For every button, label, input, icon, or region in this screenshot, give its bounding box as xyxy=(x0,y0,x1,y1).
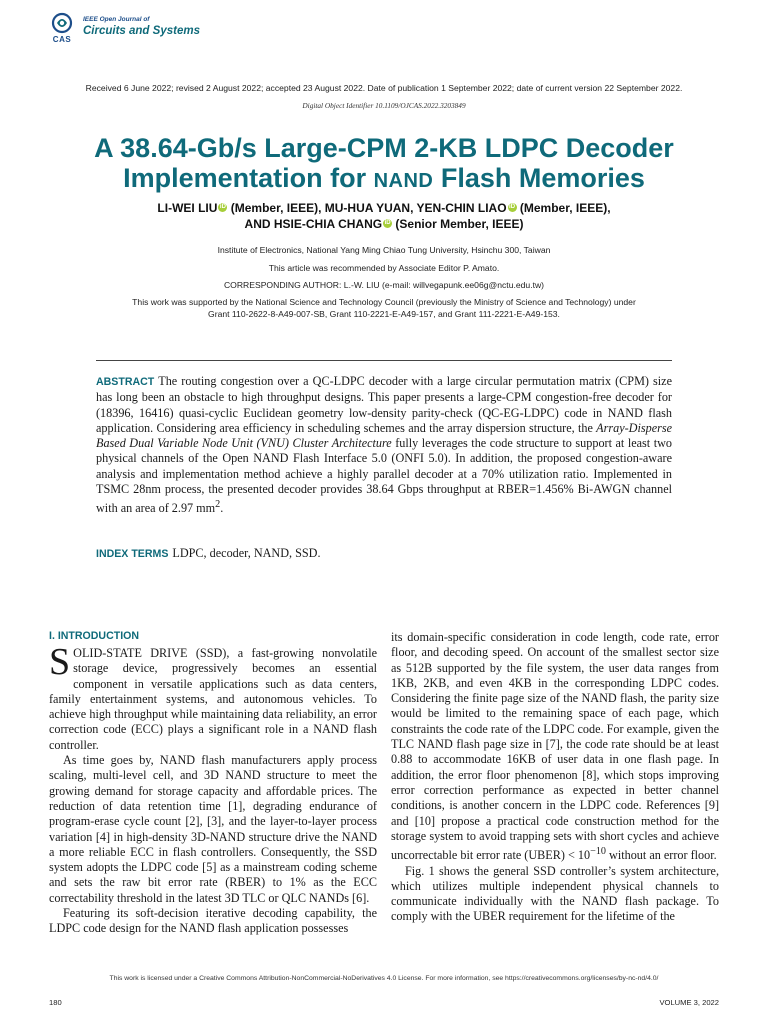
volume-info: VOLUME 3, 2022 xyxy=(659,998,719,1007)
paragraph: As time goes by, NAND flash manufacturers apply process scaling, multi-level cell, and 3D NAND structure to meet the growing demand for storage capacity and affordable prices. The reduction of data retention time [1], degrading endurance of program-erase cycle count [2], [3], and the layer-to-layer process variation [4] in high-density 3D-NAND structure drive the NAND a more reliable ECC in flash controllers. Consequently, the SSD system adopts the LDPC code [5] as a mainstream coding scheme and sets the raw bit error rate (RBER) to 1% as the ECC correctability threshold in the latest 3D TLC or QLC NANDs [6]. xyxy=(49,753,377,905)
page-number: 180 xyxy=(49,998,62,1007)
abstract-label: ABSTRACT xyxy=(96,376,155,388)
journal-subtitle: IEEE Open Journal of xyxy=(83,16,150,23)
orcid-icon[interactable]: iD xyxy=(509,204,516,210)
license-note: This work is licensed under a Creative Commons Attribution-NonCommercial-NoDerivatives 4.0 License. For more information, see https://creativecommons.org/licenses/by-nc-nd/4.0/ xyxy=(109,975,659,982)
doi: Digital Object Identifier 10.1109/OJCAS.2022.3203849 xyxy=(302,101,466,110)
paper-title xyxy=(40,133,728,196)
affiliation: Institute of Electronics, National Yang Ming Chiao Tung University, Hsinchu 300, Taiwan xyxy=(217,245,551,255)
cas-logo-text: CAS xyxy=(52,35,72,44)
paragraph: Fig. 1 shows the general SSD controller’s system architecture, which utilizes multiple independent physical channels to communicate individually with the NAND flash package. To comply with the UBER requirement for the lifetime of the xyxy=(391,863,719,924)
journal-header xyxy=(47,12,200,46)
index-terms: INDEX TERMS LDPC, decoder, NAND, SSD. xyxy=(96,546,321,560)
section-heading: I. INTRODUCTION xyxy=(49,630,140,642)
funding-line-1: This work was supported by the National Science and Technology Council (previously the Ministry of Science and Technology) under xyxy=(132,297,636,307)
title-nand: NAND xyxy=(373,170,434,192)
column-right xyxy=(391,630,719,925)
divider xyxy=(96,360,672,361)
column-left xyxy=(49,629,377,937)
index-terms-label: INDEX TERMS xyxy=(96,548,169,560)
recommended-by: This article was recommended by Associate Editor P. Amato. xyxy=(268,263,500,273)
orcid-icon[interactable]: iD xyxy=(219,204,226,210)
author-list: LI-WEI LIU iD (Member, IEEE), MU-HUA YUAN, YEN-CHIN LIAO iD (Member, IEEE), AND HSIE-CHIA CHANG iD (Senior Member, IEEE) xyxy=(157,201,611,231)
drop-cap: S xyxy=(49,641,71,683)
title-line-2: Implementation for NAND Flash Memories xyxy=(123,163,645,193)
corresponding-author: CORRESPONDING AUTHOR: L.-W. LIU (e-mail: willvegapunk.ee06g@nctu.edu.tw) xyxy=(223,280,545,290)
received-dates: Received 6 June 2022; revised 2 August 2022; accepted 23 August 2022. Date of publication 1 September 2022; date of current version 22 September 2022. xyxy=(85,83,683,93)
orcid-icon[interactable]: iD xyxy=(384,220,391,226)
paragraph: its domain-specific consideration in code length, code rate, error floor, and decoding speed. On account of the smallest sector size as 512B supported by the file system, the user data ranges from 1KB, 2KB, and even 4KB in the corresponding LDPC codes. Considering the finite page size of the NAND flash, the parity size would be limited to the remaining space of each page, which constraints the code rate of the LDPC code. For example, given the TLC NAND flash page size in [7], the code rate should be at least 0.88 to accommodate 16KB of user data in one flash page. In addition, the error floor phenomenon [8], which stops improving error correction performance as expected in better channel conditions, is another concern in the LDPC code. References [9] and [10] propose a practical code construction method for the storage system to avoid trapping sets with short cycles and achieve uncorrectable bit error rate (UBER) < $10^{-10}$ without an error floor. xyxy=(391,630,719,863)
cas-logo-icon xyxy=(47,12,77,46)
paragraph: Featuring its soft-decision iterative decoding capability, the LDPC code design for the NAND flash application possesses xyxy=(49,906,377,936)
author-4: AND HSIE-CHIA CHANG xyxy=(244,217,383,231)
title-line-1: A 38.64-Gb/s Large-CPM 2-KB LDPC Decoder xyxy=(94,133,674,163)
journal-name: Circuits and Systems xyxy=(83,25,200,37)
funding-line-2: Grant 110-2622-8-A49-007-SB, Grant 110-2221-E-A49-157, and Grant 111-2221-E-A49-153. xyxy=(208,309,560,319)
paragraph: SOLID-STATE DRIVE (SSD), a fast-growing nonvolatile storage device, progressively becomes an essential component in versatile applications such as data centers, family entertainment systems, and autonomous vehicles. To achieve high throughput while maintaining data reliability, an error correction code (ECC) plays a significant role in a NAND flash controller. xyxy=(49,641,378,752)
abstract: ABSTRACT The routing congestion over a QC-LDPC decoder with a large circular permutation matrix (CPM) size has long been an obstacle to high throughput designs. This paper presents a large-CPM congestion-free decoder for (18396, 16416) quasi-cyclic Euclidean geometry low-density parity-check (QC-EG-LDPC) code in NAND flash application. Considering area efficiency in scheduling schemes and the array dispersion structure, the Array-Disperse Based Dual Variable Node Unit (VNU) Cluster Architecture fully leverages the code structure to support at least two physical channels of the Open NAND Flash Interface 5.0 (ONFI 5.0). In addition, the proposed congestion-aware analysis and implementation method achieve a highly parallel decoder at a 70% utilization ratio. Implemented in TSMC 28nm process, the presented decoder provides 38.64 Gbps throughput at RBER=1.456% Bi-AWGN channel with an area of 2.97 $mm^2$. xyxy=(96,374,672,516)
author-1: LI-WEI LIU xyxy=(157,201,218,215)
